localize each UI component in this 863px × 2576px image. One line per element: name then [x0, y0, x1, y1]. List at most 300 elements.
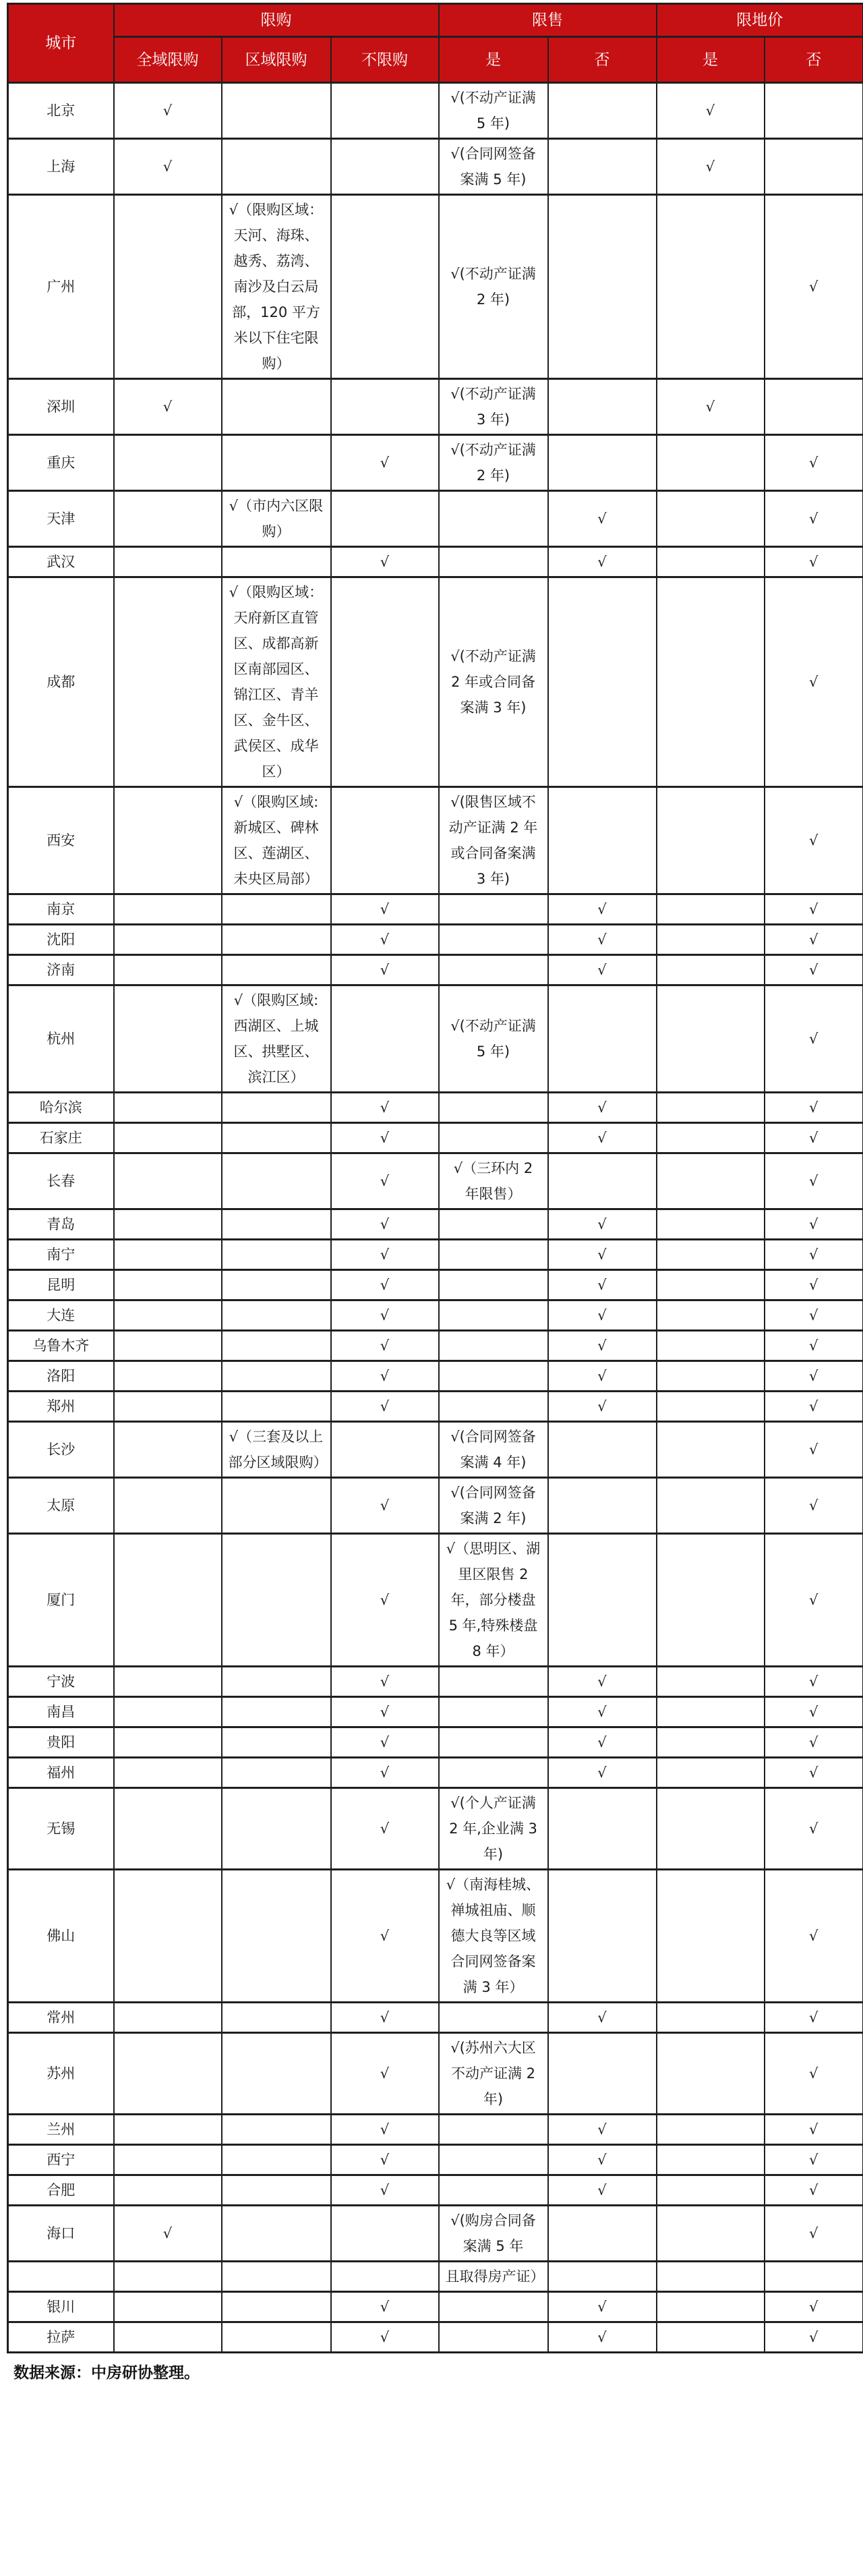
table-row [8, 1093, 863, 1123]
check-mark-cell: √ [548, 1300, 657, 1331]
city-cell: 济南 [8, 955, 114, 985]
city-cell: 郑州 [8, 1392, 114, 1422]
table-row [8, 83, 863, 139]
empty-cell [331, 577, 439, 787]
empty-cell [657, 2322, 765, 2353]
check-mark-cell: √ [548, 1240, 657, 1270]
city-cell: 太原 [8, 1478, 114, 1534]
empty-cell [439, 1697, 548, 1727]
check-mark-cell: √ [765, 925, 863, 955]
check-mark-cell: √ [331, 1392, 439, 1422]
header-city: 城市 [8, 4, 114, 83]
empty-cell [114, 1534, 222, 1667]
table-row [8, 1758, 863, 1788]
empty-cell [765, 83, 863, 139]
check-mark-cell: √ [548, 2292, 657, 2322]
city-cell: 长春 [8, 1153, 114, 1209]
table-row [8, 1788, 863, 1870]
check-mark-cell: √ [548, 1727, 657, 1758]
annotation-cell: √（限购区域: 新城区、碑林区、莲湖区、未央区局部） [222, 787, 331, 894]
annotation-cell: √(限售区域不动产证满 2 年或合同备案满 3 年) [439, 787, 548, 894]
check-mark-cell: √ [548, 2322, 657, 2353]
check-mark-cell: √ [331, 1093, 439, 1123]
empty-cell [114, 2003, 222, 2033]
annotation-cell: √（限购区域：天府新区直管区、成都高新区南部园区、锦江区、青羊区、金牛区、武侯区、成华区） [222, 577, 331, 787]
header-land-price-limit-no: 否 [765, 37, 863, 83]
empty-cell [331, 195, 439, 379]
city-cell: 宁波 [8, 1667, 114, 1697]
empty-cell [548, 787, 657, 894]
header-sub-row [8, 37, 863, 83]
check-mark-cell: √ [331, 2322, 439, 2353]
empty-cell [657, 1478, 765, 1534]
table-row [8, 1209, 863, 1240]
check-mark-cell: √ [548, 1361, 657, 1392]
table-row [8, 2033, 863, 2115]
check-mark-cell: √ [331, 1153, 439, 1209]
check-mark-cell: √ [765, 2206, 863, 2262]
check-mark-cell: √ [657, 379, 765, 435]
check-mark-cell: √ [765, 195, 863, 379]
empty-cell [114, 1478, 222, 1534]
empty-cell [439, 2292, 548, 2322]
city-cell: 佛山 [8, 1870, 114, 2003]
table-row [8, 2175, 863, 2206]
table-row [8, 1361, 863, 1392]
city-cell: 上海 [8, 139, 114, 195]
check-mark-cell: √ [548, 1667, 657, 1697]
city-cell: 青岛 [8, 1209, 114, 1240]
city-cell: 大连 [8, 1300, 114, 1331]
empty-cell [114, 547, 222, 577]
empty-cell [114, 1300, 222, 1331]
empty-cell [765, 379, 863, 435]
empty-cell [439, 1758, 548, 1788]
check-mark-cell: √ [765, 1422, 863, 1478]
empty-cell [114, 1422, 222, 1478]
check-mark-cell: √ [331, 2033, 439, 2115]
city-cell: 长沙 [8, 1422, 114, 1478]
empty-cell [657, 2206, 765, 2262]
city-cell [8, 2262, 114, 2292]
empty-cell [657, 2262, 765, 2292]
header-regional-purchase-limit: 区域限购 [222, 37, 331, 83]
empty-cell [331, 2262, 439, 2292]
check-mark-cell: √ [765, 491, 863, 547]
check-mark-cell: √ [765, 1870, 863, 2003]
empty-cell [114, 2322, 222, 2353]
table-row [8, 787, 863, 894]
empty-cell [439, 2115, 548, 2145]
table-row [8, 1300, 863, 1331]
empty-cell [114, 1667, 222, 1697]
check-mark-cell: √ [765, 1788, 863, 1870]
empty-cell [222, 83, 331, 139]
empty-cell [657, 985, 765, 1093]
empty-cell [439, 1270, 548, 1300]
city-cell: 沈阳 [8, 925, 114, 955]
check-mark-cell: √ [548, 547, 657, 577]
empty-cell [114, 1209, 222, 1240]
empty-cell [439, 925, 548, 955]
empty-cell [657, 2033, 765, 2115]
check-mark-cell: √ [548, 2145, 657, 2175]
empty-cell [439, 547, 548, 577]
check-mark-cell: √ [548, 2175, 657, 2206]
annotation-cell: √（限购区域：天河、海珠、越秀、荔湾、南沙及白云局部，120 平方米以下住宅限购） [222, 195, 331, 379]
check-mark-cell: √ [548, 491, 657, 547]
empty-cell [439, 2145, 548, 2175]
table-row [8, 1534, 863, 1667]
empty-cell [222, 925, 331, 955]
empty-cell [222, 2175, 331, 2206]
check-mark-cell: √ [331, 925, 439, 955]
check-mark-cell: √ [331, 435, 439, 491]
check-mark-cell: √ [548, 2115, 657, 2145]
check-mark-cell: √ [657, 139, 765, 195]
empty-cell [439, 1093, 548, 1123]
empty-cell [657, 1240, 765, 1270]
check-mark-cell: √ [765, 1209, 863, 1240]
empty-cell [331, 2206, 439, 2262]
empty-cell [548, 1153, 657, 1209]
header-group-land-price-limit: 限地价 [657, 4, 863, 37]
empty-cell [548, 379, 657, 435]
empty-cell [114, 894, 222, 925]
empty-cell [222, 435, 331, 491]
city-cell: 银川 [8, 2292, 114, 2322]
empty-cell [331, 491, 439, 547]
table-row [8, 1870, 863, 2003]
check-mark-cell: √ [765, 2033, 863, 2115]
check-mark-cell: √ [331, 2292, 439, 2322]
annotation-cell: √（限购区域: 西湖区、上城区、拱墅区、滨江区） [222, 985, 331, 1093]
check-mark-cell: √ [331, 1270, 439, 1300]
check-mark-cell: √ [331, 547, 439, 577]
table-header [8, 4, 863, 83]
empty-cell [657, 1758, 765, 1788]
table-row [8, 1667, 863, 1697]
table-row [8, 1123, 863, 1153]
table-row [8, 925, 863, 955]
empty-cell [222, 1270, 331, 1300]
empty-cell [439, 1123, 548, 1153]
empty-cell [331, 379, 439, 435]
check-mark-cell: √ [765, 435, 863, 491]
table-row [8, 1153, 863, 1209]
table-row [8, 1727, 863, 1758]
check-mark-cell: √ [331, 1667, 439, 1697]
header-group-row [8, 4, 863, 37]
empty-cell [114, 1697, 222, 1727]
empty-cell [222, 139, 331, 195]
empty-cell [331, 787, 439, 894]
empty-cell [657, 1788, 765, 1870]
table-row [8, 1422, 863, 1478]
city-cell: 乌鲁木齐 [8, 1331, 114, 1361]
check-mark-cell: √ [765, 2322, 863, 2353]
empty-cell [657, 1534, 765, 1667]
annotation-cell: √（南海桂城、禅城祖庙、顺德大良等区域合同网签备案满 3 年） [439, 1870, 548, 2003]
check-mark-cell: √ [548, 1093, 657, 1123]
empty-cell [657, 547, 765, 577]
empty-cell [114, 195, 222, 379]
city-cell: 深圳 [8, 379, 114, 435]
empty-cell [114, 2292, 222, 2322]
empty-cell [765, 139, 863, 195]
empty-cell [114, 1123, 222, 1153]
empty-cell [222, 955, 331, 985]
empty-cell [657, 435, 765, 491]
table-row [8, 2206, 863, 2262]
city-cell: 重庆 [8, 435, 114, 491]
annotation-cell: √（思明区、湖里区限售 2 年，部分楼盘 5 年,特殊楼盘 8 年） [439, 1534, 548, 1667]
empty-cell [222, 1727, 331, 1758]
annotation-cell: √(合同网签备案满 2 年) [439, 1478, 548, 1534]
table-row [8, 2322, 863, 2353]
check-mark-cell: √ [765, 1270, 863, 1300]
city-cell: 西安 [8, 787, 114, 894]
empty-cell [222, 1093, 331, 1123]
city-cell: 海口 [8, 2206, 114, 2262]
check-mark-cell: √ [331, 955, 439, 985]
city-cell: 兰州 [8, 2115, 114, 2145]
empty-cell [657, 577, 765, 787]
city-cell: 武汉 [8, 547, 114, 577]
empty-cell [331, 1422, 439, 1478]
empty-cell [657, 1697, 765, 1727]
table-row [8, 1697, 863, 1727]
check-mark-cell: √ [331, 2115, 439, 2145]
empty-cell [222, 1361, 331, 1392]
check-mark-cell: √ [331, 2175, 439, 2206]
empty-cell [657, 491, 765, 547]
annotation-cell: √(不动产证满 2 年或合同备案满 3 年) [439, 577, 548, 787]
empty-cell [114, 1331, 222, 1361]
table-row [8, 2115, 863, 2145]
city-cell: 福州 [8, 1758, 114, 1788]
empty-cell [222, 1240, 331, 1270]
check-mark-cell: √ [765, 1153, 863, 1209]
empty-cell [222, 1209, 331, 1240]
city-cell: 南昌 [8, 1697, 114, 1727]
empty-cell [548, 435, 657, 491]
city-cell: 北京 [8, 83, 114, 139]
empty-cell [439, 1331, 548, 1361]
header-sale-limit-no: 否 [548, 37, 657, 83]
city-cell: 无锡 [8, 1788, 114, 1870]
city-cell: 南京 [8, 894, 114, 925]
header-sale-limit-yes: 是 [439, 37, 548, 83]
check-mark-cell: √ [548, 955, 657, 985]
check-mark-cell: √ [765, 2175, 863, 2206]
check-mark-cell: √ [331, 1123, 439, 1153]
empty-cell [114, 1392, 222, 1422]
check-mark-cell: √ [765, 1534, 863, 1667]
check-mark-cell: √ [548, 894, 657, 925]
empty-cell [114, 2115, 222, 2145]
annotation-cell: √(合同网签备案满 5 年) [439, 139, 548, 195]
empty-cell [657, 1123, 765, 1153]
empty-cell [114, 1727, 222, 1758]
city-cell: 哈尔滨 [8, 1093, 114, 1123]
check-mark-cell: √ [331, 2145, 439, 2175]
empty-cell [222, 1534, 331, 1667]
annotation-cell: √(苏州六大区不动产证满 2 年) [439, 2033, 548, 2115]
check-mark-cell: √ [765, 1727, 863, 1758]
empty-cell [114, 2262, 222, 2292]
empty-cell [548, 139, 657, 195]
empty-cell [548, 577, 657, 787]
city-restriction-table [7, 3, 863, 2353]
empty-cell [114, 435, 222, 491]
header-full-area-purchase-limit: 全域限购 [114, 37, 222, 83]
table-row [8, 2292, 863, 2322]
empty-cell [439, 1727, 548, 1758]
empty-cell [657, 2292, 765, 2322]
empty-cell [548, 1534, 657, 1667]
annotation-cell: √(不动产证满 2 年) [439, 195, 548, 379]
empty-cell [657, 1727, 765, 1758]
empty-cell [222, 2033, 331, 2115]
check-mark-cell: √ [765, 577, 863, 787]
check-mark-cell: √ [114, 2206, 222, 2262]
empty-cell [222, 1331, 331, 1361]
empty-cell [222, 1667, 331, 1697]
city-cell: 西宁 [8, 2145, 114, 2175]
check-mark-cell: √ [765, 1758, 863, 1788]
empty-cell [114, 1270, 222, 1300]
check-mark-cell: √ [548, 1331, 657, 1361]
check-mark-cell: √ [331, 1727, 439, 1758]
check-mark-cell: √ [765, 1093, 863, 1123]
empty-cell [657, 2115, 765, 2145]
empty-cell [222, 547, 331, 577]
city-cell: 石家庄 [8, 1123, 114, 1153]
empty-cell [439, 1361, 548, 1392]
empty-cell [657, 1361, 765, 1392]
empty-cell [114, 2033, 222, 2115]
check-mark-cell: √ [548, 1209, 657, 1240]
city-cell: 南宁 [8, 1240, 114, 1270]
check-mark-cell: √ [114, 139, 222, 195]
check-mark-cell: √ [765, 1667, 863, 1697]
check-mark-cell: √ [765, 1697, 863, 1727]
empty-cell [114, 2145, 222, 2175]
check-mark-cell: √ [548, 1270, 657, 1300]
table-row [8, 2145, 863, 2175]
empty-cell [439, 491, 548, 547]
table-row [8, 1478, 863, 1534]
annotation-cell: √（三套及以上部分区域限购） [222, 1422, 331, 1478]
empty-cell [114, 925, 222, 955]
check-mark-cell: √ [765, 2145, 863, 2175]
empty-cell [439, 894, 548, 925]
empty-cell [114, 1153, 222, 1209]
check-mark-cell: √ [331, 1870, 439, 2003]
empty-cell [222, 2003, 331, 2033]
empty-cell [114, 1240, 222, 1270]
empty-cell [657, 925, 765, 955]
city-cell: 贵阳 [8, 1727, 114, 1758]
table-row [8, 1331, 863, 1361]
city-cell: 厦门 [8, 1534, 114, 1667]
empty-cell [114, 985, 222, 1093]
empty-cell [657, 1870, 765, 2003]
table-row [8, 1240, 863, 1270]
table-row [8, 547, 863, 577]
annotation-cell: √(不动产证满 5 年) [439, 985, 548, 1093]
empty-cell [331, 139, 439, 195]
empty-cell [222, 379, 331, 435]
city-cell: 合肥 [8, 2175, 114, 2206]
annotation-cell: √(不动产证满 5 年) [439, 83, 548, 139]
empty-cell [114, 2175, 222, 2206]
city-cell: 广州 [8, 195, 114, 379]
empty-cell [222, 2262, 331, 2292]
city-cell: 拉萨 [8, 2322, 114, 2353]
city-cell: 洛阳 [8, 1361, 114, 1392]
empty-cell [657, 1331, 765, 1361]
check-mark-cell: √ [765, 955, 863, 985]
check-mark-cell: √ [765, 787, 863, 894]
table-row [8, 1392, 863, 1422]
check-mark-cell: √ [657, 83, 765, 139]
city-cell: 成都 [8, 577, 114, 787]
empty-cell [439, 2003, 548, 2033]
check-mark-cell: √ [765, 1478, 863, 1534]
check-mark-cell: √ [765, 1240, 863, 1270]
check-mark-cell: √ [331, 1300, 439, 1331]
check-mark-cell: √ [765, 2115, 863, 2145]
city-cell: 天津 [8, 491, 114, 547]
empty-cell [548, 195, 657, 379]
empty-cell [548, 1422, 657, 1478]
table-row [8, 195, 863, 379]
empty-cell [548, 2206, 657, 2262]
empty-cell [657, 2175, 765, 2206]
empty-cell [657, 1153, 765, 1209]
annotation-cell: √(合同网签备案满 4 年) [439, 1422, 548, 1478]
check-mark-cell: √ [548, 925, 657, 955]
check-mark-cell: √ [765, 1123, 863, 1153]
empty-cell [222, 2115, 331, 2145]
empty-cell [222, 1300, 331, 1331]
empty-cell [222, 1870, 331, 2003]
empty-cell [657, 894, 765, 925]
empty-cell [657, 787, 765, 894]
check-mark-cell: √ [114, 379, 222, 435]
header-group-sale-limit: 限售 [439, 4, 657, 37]
empty-cell [114, 787, 222, 894]
empty-cell [657, 1209, 765, 1240]
empty-cell [439, 2322, 548, 2353]
empty-cell [657, 2003, 765, 2033]
empty-cell [548, 1478, 657, 1534]
empty-cell [222, 894, 331, 925]
check-mark-cell: √ [765, 2292, 863, 2322]
empty-cell [657, 195, 765, 379]
data-source-note: 数据来源：中房研协整理。 [13, 2364, 200, 2382]
empty-cell [331, 985, 439, 1093]
table-row [8, 139, 863, 195]
check-mark-cell: √ [765, 1361, 863, 1392]
empty-cell [114, 577, 222, 787]
empty-cell [548, 2033, 657, 2115]
check-mark-cell: √ [765, 985, 863, 1093]
empty-cell [657, 2145, 765, 2175]
check-mark-cell: √ [548, 1758, 657, 1788]
